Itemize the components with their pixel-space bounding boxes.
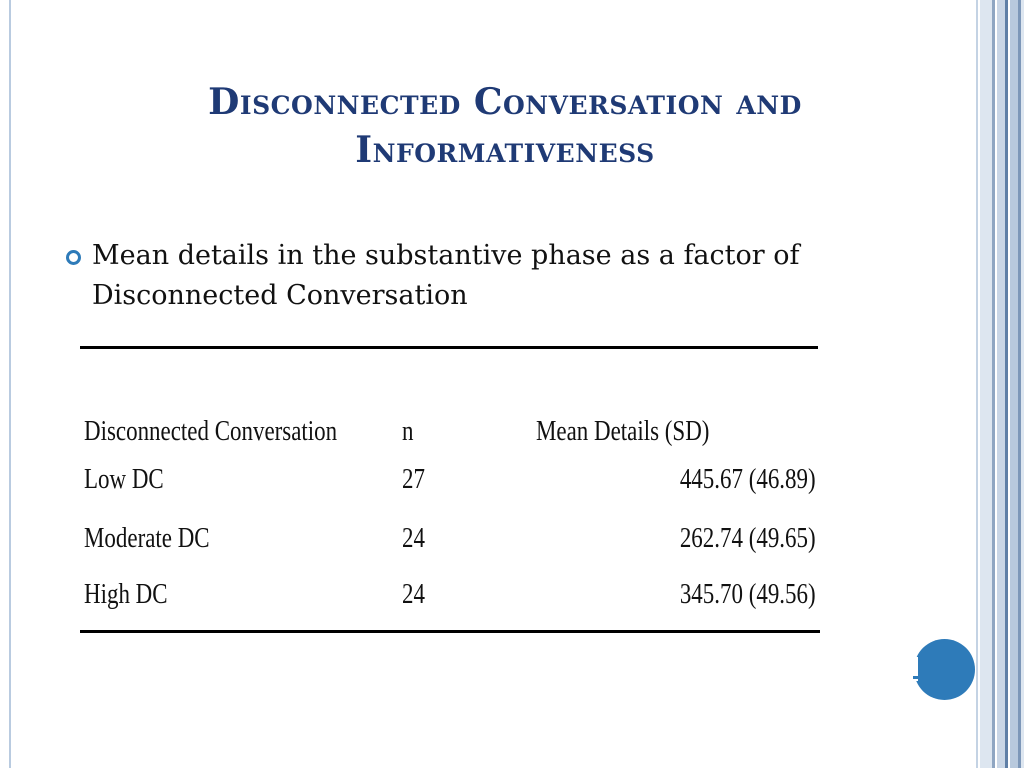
- slide-title-line2: Informativeness: [355, 129, 655, 171]
- stripe: [997, 0, 1005, 768]
- bullet-text-line2: Disconnected Conversation: [92, 280, 468, 311]
- circle-dash: [913, 676, 919, 679]
- slide-title: [80, 78, 930, 174]
- table-bottom-rule: [80, 630, 820, 633]
- circle-bullet-icon: [66, 250, 81, 265]
- stripe: [976, 0, 978, 768]
- table-row-group: Moderate DC: [84, 523, 210, 554]
- table-row-n: 24: [402, 523, 425, 554]
- table-row-mean: 262.74 (49.65): [680, 523, 816, 554]
- stripe: [980, 0, 992, 768]
- table-row-group: Low DC: [84, 464, 164, 495]
- table-row-mean: 345.70 (49.56): [680, 579, 816, 610]
- table-header-n: n: [402, 416, 414, 447]
- stripe: [1005, 0, 1008, 768]
- table-row-mean: 445.67 (46.89): [680, 464, 816, 495]
- bullet-text-line1: Mean details in the substantive phase as a factor of: [92, 240, 800, 271]
- blue-circle-icon: [914, 639, 975, 700]
- stripe: [1010, 0, 1018, 768]
- results-table: [80, 346, 820, 636]
- table-top-rule: [80, 346, 818, 349]
- right-decorative-stripes: [976, 0, 1024, 768]
- table-row-n: 24: [402, 579, 425, 610]
- bullet-text: [92, 236, 922, 316]
- table-row-group: High DC: [84, 579, 168, 610]
- left-border-line: [9, 0, 11, 768]
- slide-title-line1: Disconnected Conversation and: [208, 81, 802, 123]
- table-row-n: 27: [402, 464, 425, 495]
- stripe: [992, 0, 995, 768]
- table-header-group: Disconnected Conversation: [84, 416, 338, 447]
- table-header-mean: Mean Details (SD): [536, 416, 710, 447]
